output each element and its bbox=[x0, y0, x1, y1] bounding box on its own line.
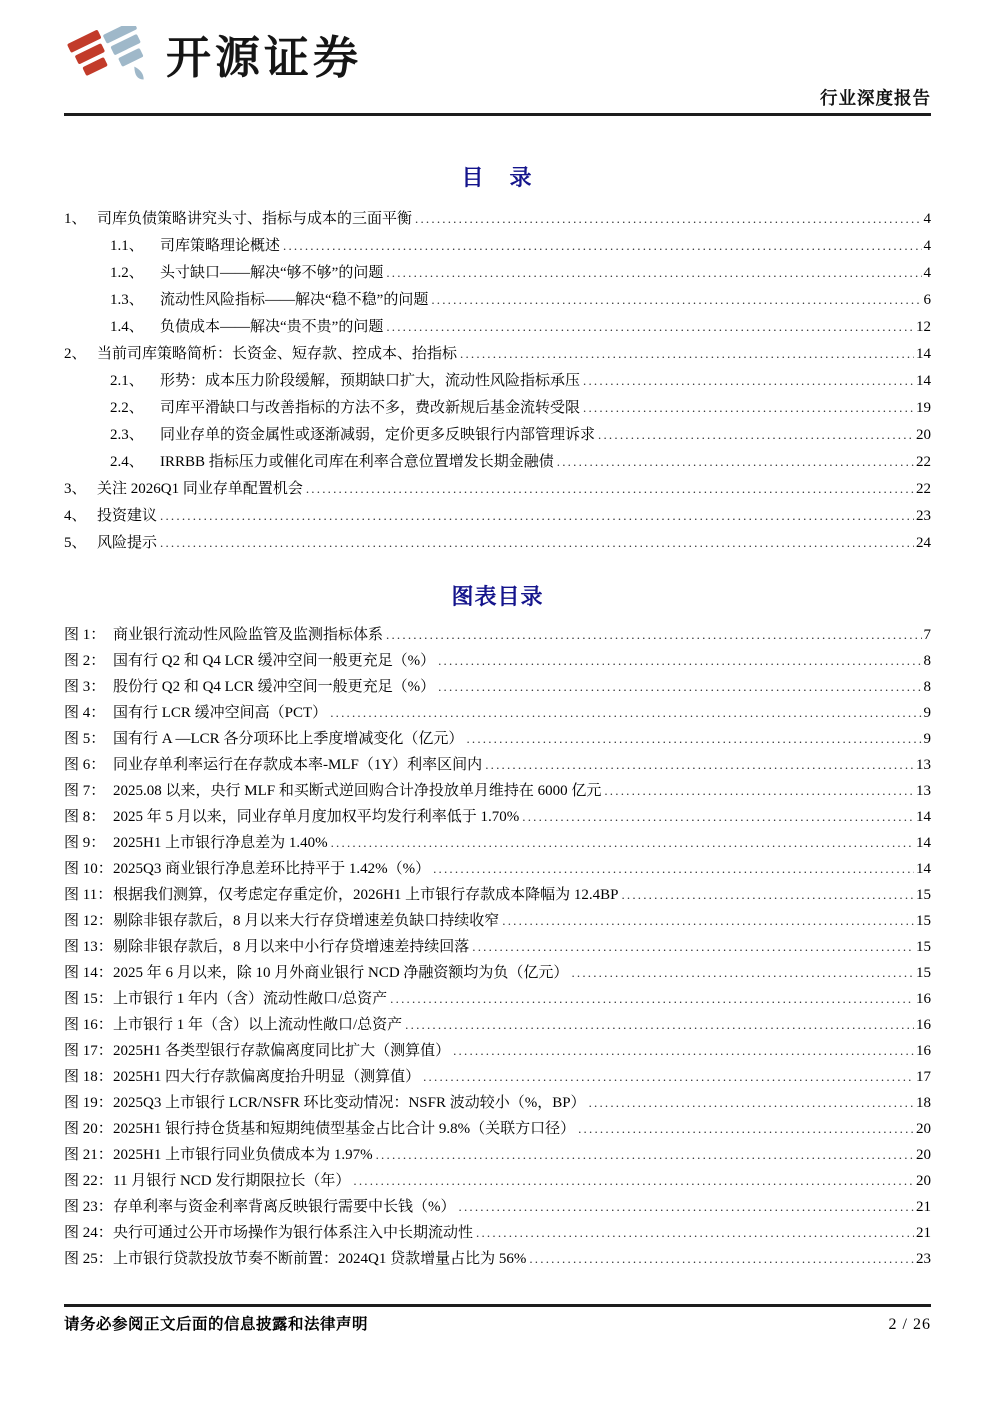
entry-title: 国有行 LCR 缓冲空间高（PCT） bbox=[113, 705, 328, 721]
entry-page-number: 8 bbox=[923, 653, 931, 669]
toc-entry[interactable] bbox=[64, 529, 931, 556]
entry-title: 股份行 Q2 和 Q4 LCR 缓冲空间一般更充足（%） bbox=[113, 679, 436, 695]
entry-title: 形势：成本压力阶段缓解，预期缺口扩大，流动性风险指标承压 bbox=[160, 373, 581, 389]
entry-page-number: 24 bbox=[916, 535, 931, 551]
entry-title: 商业银行流动性风险监管及监测指标体系 bbox=[113, 627, 384, 643]
entry-number: 图 6： bbox=[64, 757, 106, 773]
entry-title: 剔除非银存款后，8 月以来大行存贷增速差负缺口持续收窄 bbox=[113, 913, 500, 929]
toc-entry[interactable] bbox=[64, 421, 931, 448]
entry-page-number: 6 bbox=[923, 292, 931, 308]
entry-number: 图 24： bbox=[64, 1225, 113, 1241]
dot-leader bbox=[160, 529, 914, 556]
entry-number: 2.1、 bbox=[110, 373, 144, 389]
entry-page-number: 16 bbox=[916, 991, 931, 1007]
toc-entry[interactable] bbox=[64, 475, 931, 502]
entry-number: 图 9： bbox=[64, 835, 106, 851]
entry-title: 央行可通过公开市场操作为银行体系注入中长期流动性 bbox=[113, 1225, 474, 1241]
entry-page-number: 23 bbox=[916, 1251, 931, 1267]
entry-title: 上市银行贷款投放节奏不断前置：2024Q1 贷款增量占比为 56% bbox=[113, 1251, 527, 1267]
entry-number: 图 19： bbox=[64, 1095, 113, 1111]
entry-title: 11 月银行 NCD 发行期限拉长（年） bbox=[113, 1173, 351, 1189]
figure-entry[interactable] bbox=[64, 804, 931, 830]
entry-title: 同业存单利率运行在存款成本率-MLF（1Y）利率区间内 bbox=[113, 757, 483, 773]
dot-leader bbox=[433, 856, 914, 882]
dot-leader bbox=[306, 475, 914, 502]
entry-title: 关注 2026Q1 同业存单配置机会 bbox=[97, 481, 303, 497]
toc-entry[interactable] bbox=[64, 394, 931, 421]
figure-entry[interactable] bbox=[64, 986, 931, 1012]
entry-title: 风险提示 bbox=[97, 535, 158, 551]
entry-page-number: 9 bbox=[923, 731, 931, 747]
entry-page-number: 22 bbox=[916, 454, 931, 470]
figure-entry[interactable] bbox=[64, 1220, 931, 1246]
entry-title: 流动性风险指标——解决“稳不稳”的问题 bbox=[160, 292, 429, 308]
figure-directory-title: 图表目录 bbox=[451, 584, 544, 609]
dot-leader bbox=[415, 205, 921, 232]
entry-title: 2025H1 银行持仓货基和短期纯债型基金占比合计 9.8%（关联方口径） bbox=[113, 1121, 576, 1137]
entry-page-number: 15 bbox=[916, 965, 931, 981]
dot-leader bbox=[376, 1142, 914, 1168]
toc-entry[interactable] bbox=[64, 448, 931, 475]
entry-page-number: 18 bbox=[916, 1095, 931, 1111]
entry-number: 4、 bbox=[64, 508, 87, 524]
page-header bbox=[64, 0, 931, 116]
entry-title: 投资建议 bbox=[97, 508, 158, 524]
figure-entry[interactable] bbox=[64, 778, 931, 804]
dot-leader bbox=[386, 622, 921, 648]
dot-leader bbox=[476, 1220, 914, 1246]
entry-title: IRRBB 指标压力或催化司库在利率合意位置增发长期金融债 bbox=[160, 454, 554, 470]
dot-leader bbox=[438, 674, 921, 700]
toc-entry[interactable] bbox=[64, 205, 931, 232]
dot-leader bbox=[604, 778, 914, 804]
entry-page-number: 23 bbox=[916, 508, 931, 524]
entry-title: 司库策略理论概述 bbox=[160, 238, 281, 254]
figure-entry[interactable] bbox=[64, 648, 931, 674]
entry-number: 图 21： bbox=[64, 1147, 113, 1163]
entry-number: 图 23： bbox=[64, 1199, 113, 1215]
entry-page-number: 14 bbox=[916, 861, 931, 877]
entry-title: 2025Q3 上市银行 LCR/NSFR 环比变动情况：NSFR 波动较小（%，BP） bbox=[113, 1095, 586, 1111]
figure-entry[interactable] bbox=[64, 674, 931, 700]
entry-title: 存单利率与资金利率背离反映银行需要中长钱（%） bbox=[113, 1199, 456, 1215]
figure-entry[interactable] bbox=[64, 1012, 931, 1038]
dot-leader bbox=[583, 367, 914, 394]
entry-title: 负债成本——解决“贵不贵”的问题 bbox=[160, 319, 384, 335]
dot-leader bbox=[598, 421, 914, 448]
entry-page-number: 20 bbox=[916, 427, 931, 443]
entry-number: 图 22： bbox=[64, 1173, 113, 1189]
entry-number: 1.2、 bbox=[110, 265, 144, 281]
dot-leader bbox=[522, 804, 914, 830]
entry-page-number: 21 bbox=[916, 1225, 931, 1241]
entry-page-number: 9 bbox=[923, 705, 931, 721]
entry-title: 同业存单的资金属性或逐渐减弱，定价更多反映银行内部管理诉求 bbox=[160, 427, 596, 443]
entry-title: 2025 年 5 月以来，同业存单月度加权平均发行利率低于 1.70% bbox=[113, 809, 520, 825]
entry-title: 2025H1 上市银行净息差为 1.40% bbox=[113, 835, 328, 851]
dot-leader bbox=[390, 986, 914, 1012]
entry-title: 剔除非银存款后，8 月以来中小行存贷增速差持续回落 bbox=[113, 939, 470, 955]
entry-number: 图 4： bbox=[64, 705, 106, 721]
entry-page-number: 19 bbox=[916, 400, 931, 416]
entry-number: 图 8： bbox=[64, 809, 106, 825]
entry-title: 2025H1 上市银行同业负债成本为 1.97% bbox=[113, 1147, 373, 1163]
entry-number: 图 7： bbox=[64, 783, 106, 799]
entry-number: 1.4、 bbox=[110, 319, 144, 335]
figure-entry[interactable] bbox=[64, 882, 931, 908]
figure-entry[interactable] bbox=[64, 830, 931, 856]
entry-number: 图 5： bbox=[64, 731, 106, 747]
entry-page-number: 14 bbox=[916, 835, 931, 851]
dot-leader bbox=[529, 1246, 914, 1272]
figure-entry[interactable] bbox=[64, 1142, 931, 1168]
entry-number: 1、 bbox=[64, 211, 87, 227]
toc-entry[interactable] bbox=[64, 313, 931, 340]
figure-entry[interactable] bbox=[64, 700, 931, 726]
figure-list bbox=[64, 622, 931, 1272]
dot-leader bbox=[557, 448, 914, 475]
toc-entry[interactable] bbox=[64, 367, 931, 394]
dot-leader bbox=[331, 830, 914, 856]
toc-entry[interactable] bbox=[64, 232, 931, 259]
figure-entry[interactable] bbox=[64, 1038, 931, 1064]
entry-number: 图 16： bbox=[64, 1017, 113, 1033]
entry-title: 头寸缺口——解决“够不够”的问题 bbox=[160, 265, 384, 281]
entry-number: 5、 bbox=[64, 535, 87, 551]
entry-page-number: 20 bbox=[916, 1147, 931, 1163]
dot-leader bbox=[485, 752, 914, 778]
brand-name: 开源证券 bbox=[166, 31, 363, 83]
entry-title: 2025 年 6 月以来，除 10 月外商业银行 NCD 净融资额均为负（亿元） bbox=[113, 965, 569, 981]
entry-title: 2025Q3 商业银行净息差环比持平于 1.42%（%） bbox=[113, 861, 431, 877]
entry-page-number: 14 bbox=[916, 809, 931, 825]
entry-number: 图 11： bbox=[64, 887, 113, 903]
entry-page-number: 17 bbox=[916, 1069, 931, 1085]
toc-entry[interactable] bbox=[64, 286, 931, 313]
figure-entry[interactable] bbox=[64, 908, 931, 934]
entry-page-number: 8 bbox=[923, 679, 931, 695]
entry-page-number: 21 bbox=[916, 1199, 931, 1215]
kaiyuan-logo-icon bbox=[64, 26, 156, 92]
dot-leader bbox=[330, 700, 921, 726]
page-number-indicator: 2 / 26 bbox=[888, 1316, 931, 1333]
figure-entry[interactable] bbox=[64, 1116, 931, 1142]
entry-page-number: 20 bbox=[916, 1173, 931, 1189]
entry-number: 图 1： bbox=[64, 627, 106, 643]
entry-number: 2.2、 bbox=[110, 400, 144, 416]
entry-page-number: 14 bbox=[916, 346, 931, 362]
dot-leader bbox=[423, 1064, 914, 1090]
dot-leader bbox=[472, 934, 914, 960]
entry-page-number: 13 bbox=[916, 783, 931, 799]
figure-entry[interactable] bbox=[64, 1168, 931, 1194]
dot-leader bbox=[431, 286, 921, 313]
dot-leader bbox=[460, 340, 914, 367]
entry-number: 图 12： bbox=[64, 913, 113, 929]
figure-entry[interactable] bbox=[64, 1064, 931, 1090]
dot-leader bbox=[283, 232, 921, 259]
entry-page-number: 20 bbox=[916, 1121, 931, 1137]
dot-leader bbox=[386, 313, 914, 340]
entry-number: 3、 bbox=[64, 481, 87, 497]
dot-leader bbox=[353, 1168, 914, 1194]
dot-leader bbox=[466, 726, 921, 752]
entry-number: 图 15： bbox=[64, 991, 113, 1007]
figure-entry[interactable] bbox=[64, 752, 931, 778]
entry-title: 2025.08 以来，央行 MLF 和买断式逆回购合计净投放单月维持在 6000 亿元 bbox=[113, 783, 602, 799]
entry-title: 国有行 Q2 和 Q4 LCR 缓冲空间一般更充足（%） bbox=[113, 653, 436, 669]
entry-page-number: 16 bbox=[916, 1043, 931, 1059]
entry-number: 2.3、 bbox=[110, 427, 144, 443]
dot-leader bbox=[578, 1116, 914, 1142]
entry-page-number: 15 bbox=[916, 887, 931, 903]
figure-entry[interactable] bbox=[64, 1090, 931, 1116]
entry-number: 图 3： bbox=[64, 679, 106, 695]
entry-page-number: 4 bbox=[923, 211, 931, 227]
kaiyuan-logo bbox=[64, 26, 931, 92]
entry-page-number: 15 bbox=[916, 939, 931, 955]
entry-title: 国有行 A —LCR 各分项环比上季度增减变化（亿元） bbox=[113, 731, 464, 747]
entry-title: 2025H1 四大行存款偏离度抬升明显（测算值） bbox=[113, 1069, 421, 1085]
dot-leader bbox=[453, 1038, 914, 1064]
toc-entry[interactable] bbox=[64, 502, 931, 529]
entry-title: 2025H1 各类型银行存款偏离度同比扩大（测算值） bbox=[113, 1043, 451, 1059]
dot-leader bbox=[621, 882, 914, 908]
toc-entry[interactable] bbox=[64, 340, 931, 367]
entry-number: 图 18： bbox=[64, 1069, 113, 1085]
figure-entry[interactable] bbox=[64, 934, 931, 960]
dot-leader bbox=[438, 648, 921, 674]
dot-leader bbox=[405, 1012, 914, 1038]
entry-number: 图 17： bbox=[64, 1043, 113, 1059]
dot-leader bbox=[502, 908, 914, 934]
figure-entry[interactable] bbox=[64, 622, 931, 648]
entry-number: 1.3、 bbox=[110, 292, 144, 308]
entry-title: 当前司库策略简析：长资金、短存款、控成本、抬指标 bbox=[97, 346, 458, 362]
entry-number: 图 2： bbox=[64, 653, 106, 669]
dot-leader bbox=[386, 259, 921, 286]
entry-number: 1.1、 bbox=[110, 238, 144, 254]
entry-page-number: 16 bbox=[916, 1017, 931, 1033]
dot-leader bbox=[459, 1194, 915, 1220]
dot-leader bbox=[160, 502, 914, 529]
entry-number: 图 25： bbox=[64, 1251, 113, 1267]
entry-page-number: 22 bbox=[916, 481, 931, 497]
dot-leader bbox=[589, 1090, 914, 1116]
disclaimer-text: 请务必参阅正文后面的信息披露和法律声明 bbox=[64, 1316, 369, 1333]
toc-entry[interactable] bbox=[64, 259, 931, 286]
figure-entry[interactable] bbox=[64, 856, 931, 882]
entry-title: 上市银行 1 年内（含）流动性敞口/总资产 bbox=[113, 991, 388, 1007]
toc-list bbox=[64, 205, 931, 556]
entry-page-number: 14 bbox=[916, 373, 931, 389]
figure-entry[interactable] bbox=[64, 1194, 931, 1220]
report-type-label: 行业深度报告 bbox=[820, 88, 931, 108]
entry-page-number: 15 bbox=[916, 913, 931, 929]
entry-page-number: 12 bbox=[916, 319, 931, 335]
entry-number: 2.4、 bbox=[110, 454, 144, 470]
entry-title: 司库负债策略讲究头寸、指标与成本的三面平衡 bbox=[97, 211, 413, 227]
figure-entry[interactable] bbox=[64, 960, 931, 986]
entry-number: 2、 bbox=[64, 346, 87, 362]
entry-number: 图 20： bbox=[64, 1121, 113, 1137]
entry-number: 图 10： bbox=[64, 861, 113, 877]
entry-title: 根据我们测算，仅考虑定存重定价，2026H1 上市银行存款成本降幅为 12.4BP bbox=[113, 887, 619, 903]
entry-number: 图 13： bbox=[64, 939, 113, 955]
entry-page-number: 13 bbox=[916, 757, 931, 773]
toc-title: 目 录 bbox=[461, 165, 534, 190]
entry-number: 图 14： bbox=[64, 965, 113, 981]
entry-title: 司库平滑缺口与改善指标的方法不多，费改新规后基金流转受限 bbox=[160, 400, 581, 416]
entry-page-number: 7 bbox=[923, 627, 931, 643]
page-footer bbox=[64, 1304, 931, 1334]
dot-leader bbox=[571, 960, 914, 986]
dot-leader bbox=[583, 394, 914, 421]
entry-page-number: 4 bbox=[923, 265, 931, 281]
figure-entry[interactable] bbox=[64, 1246, 931, 1272]
figure-entry[interactable] bbox=[64, 726, 931, 752]
entry-title: 上市银行 1 年（含）以上流动性敞口/总资产 bbox=[113, 1017, 403, 1033]
entry-page-number: 4 bbox=[923, 238, 931, 254]
